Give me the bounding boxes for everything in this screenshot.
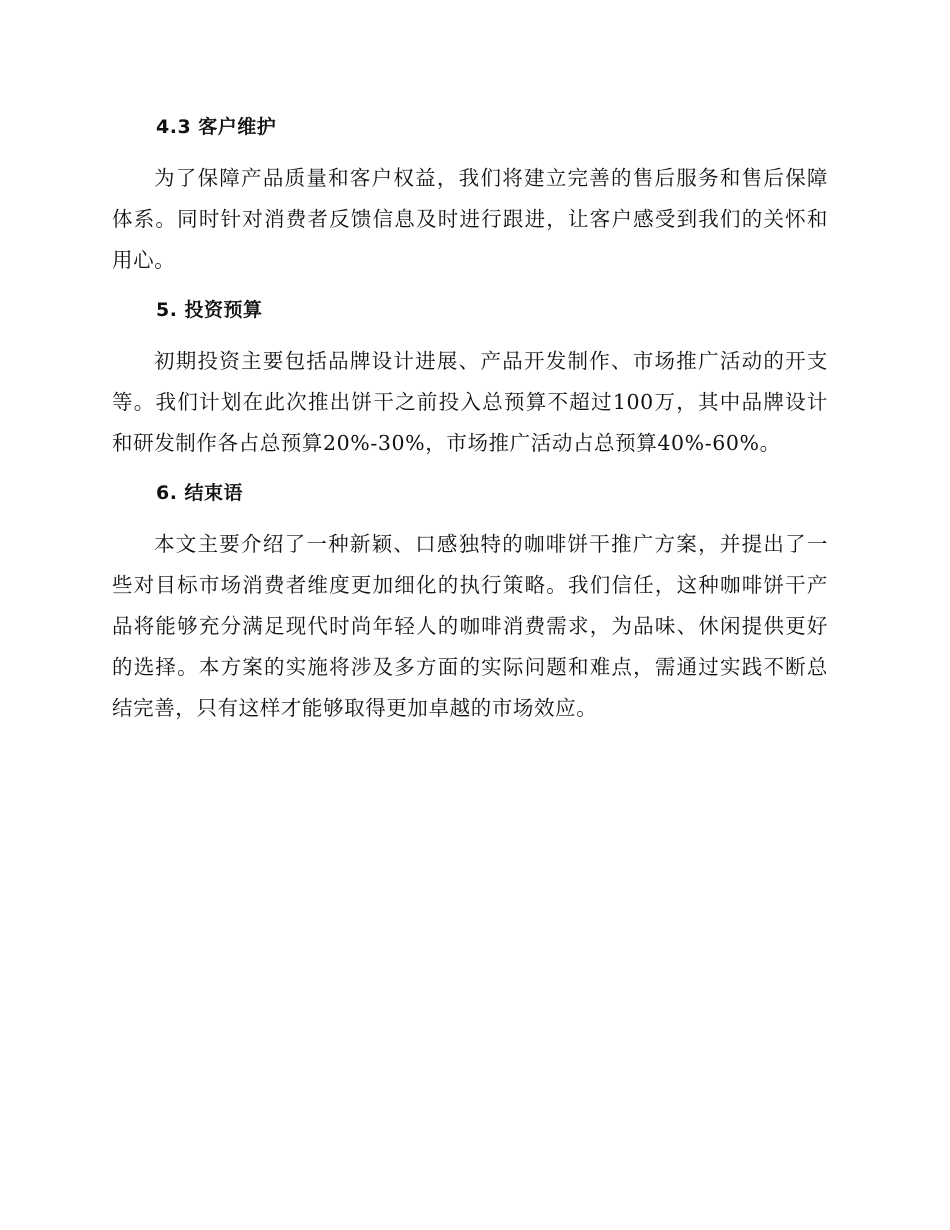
section-paragraph: 初期投资主要包括品牌设计进展、产品开发制作、市场推广活动的开支等。我们计划在此次推出饼干之前投入总预算不超过100万，其中品牌设计和研发制作各占总预算20%-30%，市场推广活动占总预算40%-60%。	[112, 349, 828, 455]
section-heading: 5. 投资预算	[156, 299, 263, 321]
section-paragraph: 本文主要介绍了一种新颖、口感独特的咖啡饼干推广方案，并提出了一些对目标市场消费者维度更加细化的执行策略。我们信任，这种咖啡饼干产品将能够充分满足现代时尚年轻人的咖啡消费需求，为品味、休闲提供更好的选择。本方案的实施将涉及多方面的实际问题和难点，需通过实践不断总结完善，只有这样才能够取得更加卓越的市场效应。	[112, 532, 828, 720]
section-heading: 6. 结束语	[156, 482, 244, 504]
section-paragraph: 为了保障产品质量和客户权益，我们将建立完善的售后服务和售后保障体系。同时针对消费者反馈信息及时进行跟进，让客户感受到我们的关怀和用心。	[112, 166, 828, 272]
document-body	[112, 112, 828, 743]
section-heading: 4.3 客户维护	[156, 116, 277, 138]
section-conclusion	[112, 478, 828, 729]
section-investment-budget	[112, 295, 828, 464]
section-customer-maintenance	[112, 112, 828, 281]
